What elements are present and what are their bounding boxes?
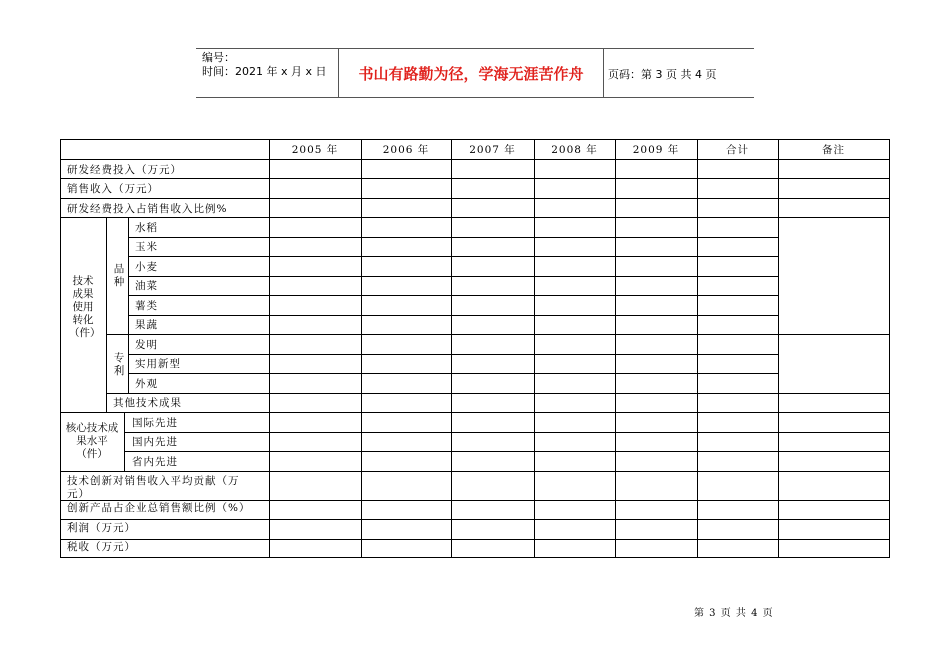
- grid-line: [124, 412, 125, 472]
- grid-line: [128, 354, 779, 355]
- grid-line: [60, 198, 890, 199]
- grid-line: [60, 519, 890, 520]
- table-border-right: [889, 139, 890, 558]
- row-label-ratio: 研发经费投入占销售收入比例%: [67, 203, 228, 215]
- grid-line: [128, 237, 779, 238]
- grid-line: [128, 256, 779, 257]
- grid-line: [361, 139, 362, 558]
- grid-line: [60, 412, 890, 413]
- table-border-bottom: [60, 557, 890, 558]
- page-footer: 第 3 页 共 4 页: [694, 608, 774, 619]
- group-label-core-tech: 核心技术成果水平（件）: [65, 422, 119, 460]
- grid-line: [128, 315, 779, 316]
- grid-line: [60, 159, 890, 160]
- group-label-tech-transfer: 技术成果使用转化（件）: [69, 275, 101, 339]
- header-meta: [202, 51, 327, 79]
- row-label-provincial-advanced: 省内先进: [132, 456, 178, 468]
- grid-line: [106, 217, 107, 413]
- grid-line: [106, 393, 890, 394]
- grid-line: [128, 217, 129, 394]
- row-label-wheat: 小麦: [135, 261, 158, 273]
- grid-line: [615, 139, 616, 558]
- grid-line: [60, 500, 890, 501]
- grid-line: [697, 139, 698, 558]
- grid-line: [128, 373, 779, 374]
- column-header-2005: 2005 年: [291, 144, 339, 156]
- grid-line: [778, 139, 779, 558]
- grid-line: [128, 276, 779, 277]
- column-header-2006: 2006 年: [382, 144, 430, 156]
- grid-line: [451, 139, 452, 558]
- row-label-rapeseed: 油菜: [135, 280, 158, 292]
- group-label-variety: 品种: [113, 263, 125, 288]
- column-header-2009: 2009 年: [632, 144, 680, 156]
- row-label-design: 外观: [135, 378, 158, 390]
- header-motto: 书山有路勤为径，学海无涯苦作舟: [338, 49, 604, 97]
- table-border-top: [60, 139, 890, 140]
- row-label-contribution-line2: 元）: [67, 488, 90, 500]
- row-label-sales: 销售收入（万元）: [67, 183, 159, 195]
- row-label-other-tech: 其他技术成果: [113, 397, 182, 409]
- grid-line: [60, 539, 890, 540]
- column-header-2008: 2008 年: [551, 144, 598, 156]
- grid-line: [106, 334, 890, 335]
- table-border-left: [60, 139, 61, 558]
- column-header-total: 合计: [726, 144, 749, 156]
- row-label-national-advanced: 国内先进: [132, 436, 178, 448]
- grid-line: [534, 139, 535, 558]
- grid-line: [124, 451, 890, 452]
- row-label-rd-invest: 研发经费投入（万元）: [67, 164, 182, 176]
- grid-line: [128, 295, 779, 296]
- row-label-utility-model: 实用新型: [135, 358, 181, 370]
- statistics-table: [60, 139, 889, 557]
- document-header: [196, 48, 754, 98]
- row-label-intl-advanced: 国际先进: [132, 417, 178, 429]
- row-label-profit: 利润（万元）: [67, 522, 136, 534]
- row-label-fruit-veg: 果蔬: [135, 319, 158, 331]
- document-time-label: 时间：2021 年 x 月 x 日: [202, 65, 327, 78]
- header-page-label: 页码：第 3 页 共 4 页: [608, 68, 717, 81]
- row-label-tubers: 薯类: [135, 300, 158, 312]
- grid-line: [60, 471, 890, 472]
- column-header-remarks: 备注: [822, 144, 845, 156]
- document-number-label: 编号：: [202, 51, 235, 64]
- row-label-invention: 发明: [135, 339, 158, 351]
- grid-line: [269, 139, 270, 558]
- grid-line: [60, 178, 890, 179]
- row-label-innovation-ratio: 创新产品占企业总销售额比例（%）: [67, 502, 251, 514]
- column-header-2007: 2007 年: [469, 144, 516, 156]
- row-label-contribution-line1: 技术创新对销售收入平均贡献（万: [67, 475, 240, 487]
- row-label-corn: 玉米: [135, 241, 158, 253]
- grid-line: [60, 217, 890, 218]
- row-label-rice: 水稻: [135, 222, 158, 234]
- grid-line: [124, 432, 890, 433]
- row-label-tax: 税收（万元）: [67, 541, 136, 553]
- group-label-patent: 专利: [113, 352, 125, 377]
